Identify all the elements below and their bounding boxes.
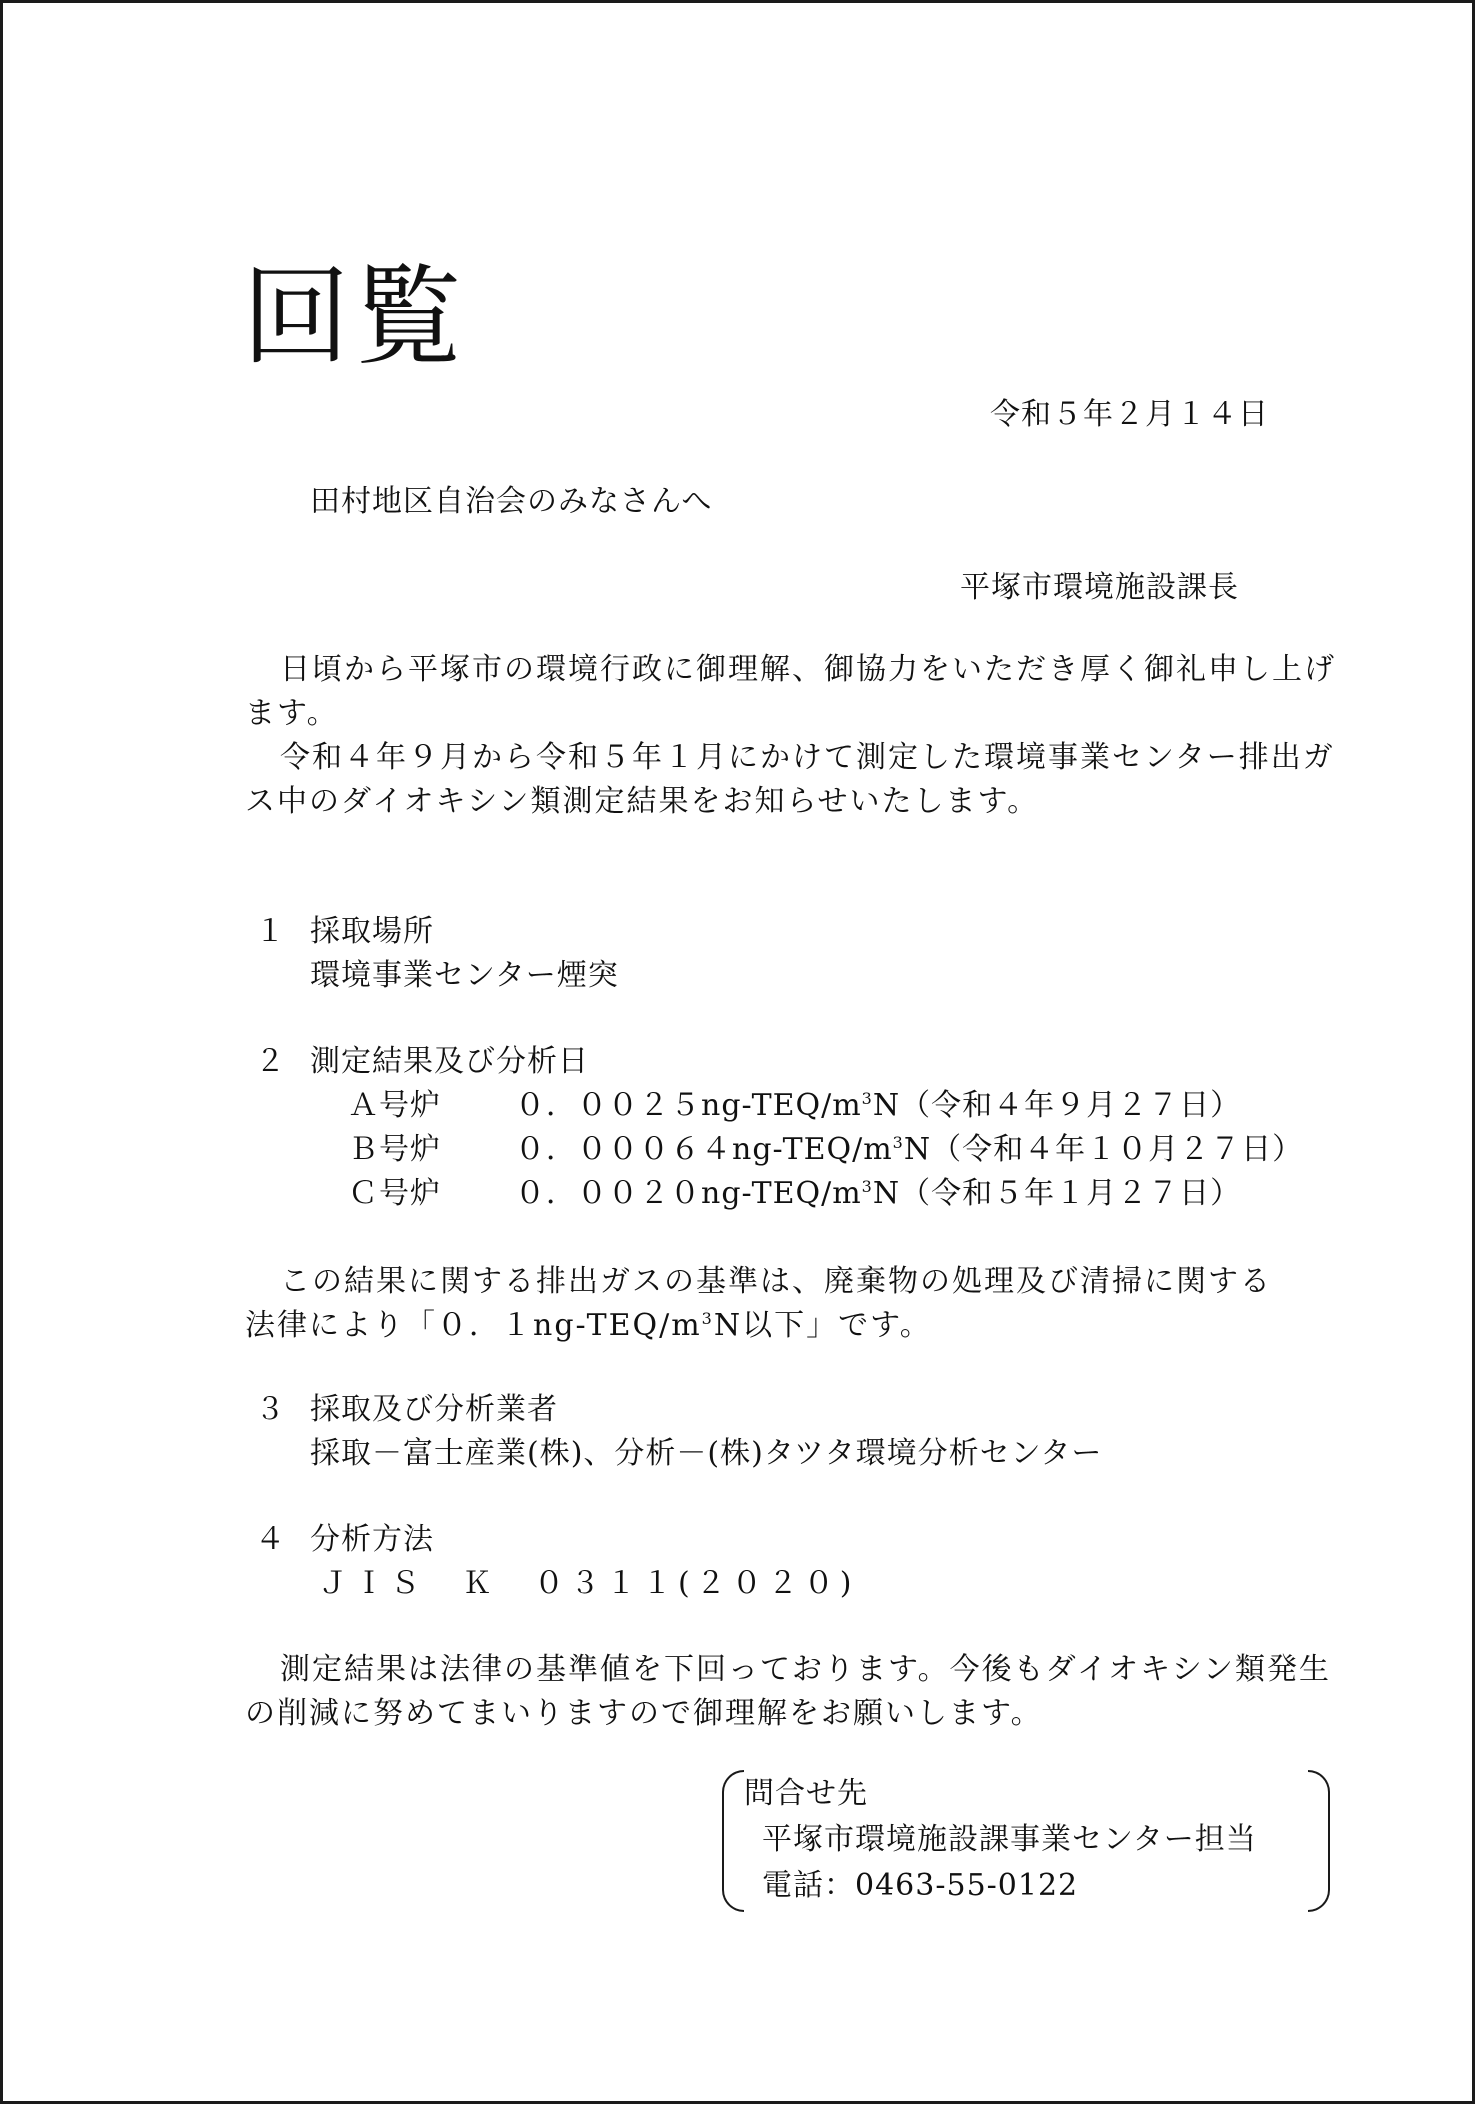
section-1-body: 環境事業センター煙突 — [310, 958, 619, 993]
furnace-a-value: ０．$0025ng-TEQ/m^3N$（令和４年９月２７日） — [515, 1088, 1242, 1123]
closing-paragraph — [245, 1648, 1345, 1736]
standard-line-2: 法律により「０．$1ng-TEQ/m^3N$以下」です。 — [245, 1308, 932, 1343]
section-1-heading: 採取場所 — [310, 914, 434, 949]
contact-box — [722, 1770, 1330, 1912]
furnace-b-value: ０．$00064ng-TEQ/m^3N$（令和４年１０月２７日） — [515, 1132, 1304, 1167]
section-4-body: ＪＩＳ Ｋ ０３１１(２０２０) — [318, 1566, 858, 1601]
section-4-heading: 分析方法 — [310, 1522, 434, 1557]
standard-line-1: この結果に関する排出ガスの基準は、廃棄物の処理及び清掃に関する — [280, 1264, 1272, 1299]
document-title: 回覧 — [242, 255, 467, 380]
intro-paragraph-1: 日頃から平塚市の環境行政に御理解、御協力をいただき厚く御礼申し上げます。 — [245, 652, 1336, 731]
intro-paragraph-2: 令和４年９月から令和５年１月にかけて測定した環境事業センター排出ガス中のダイオキシン類測定結果をお知らせいたします。 — [245, 740, 1335, 819]
document-date: 令和５年２月１４日 — [990, 397, 1269, 432]
furnace-a-name: Ａ号炉 — [348, 1088, 441, 1123]
section-4-number: ４ — [255, 1522, 286, 1557]
furnace-b-name: Ｂ号炉 — [348, 1132, 441, 1167]
contact-phone: 電話：0463-55-0122 — [762, 1868, 1079, 1903]
intro-paragraphs — [245, 648, 1345, 824]
section-2-heading: 測定結果及び分析日 — [310, 1044, 589, 1079]
contact-bracket-right — [1308, 1770, 1330, 1912]
closing-text: 測定結果は法律の基準値を下回っております。今後もダイオキシン類発生の削減に努めてまいりますので御理解をお願いします。 — [245, 1652, 1332, 1731]
section-3-number: ３ — [255, 1392, 286, 1427]
furnace-c-value: ０．$0020ng-TEQ/m^3N$（令和５年１月２７日） — [515, 1176, 1242, 1211]
section-3-body: 採取－富士産業(株)、分析－(株)タツタ環境分析センター — [310, 1436, 1103, 1471]
contact-department: 平塚市環境施設課事業センター担当 — [762, 1822, 1257, 1857]
section-3-heading: 採取及び分析業者 — [310, 1392, 558, 1427]
section-1-number: １ — [255, 914, 286, 949]
addressee: 田村地区自治会のみなさんへ — [310, 484, 713, 519]
standard-paragraph — [245, 1260, 1345, 1348]
furnace-c-name: Ｃ号炉 — [348, 1176, 441, 1211]
section-2-number: ２ — [255, 1044, 286, 1079]
sender: 平塚市環境施設課長 — [960, 570, 1239, 605]
contact-label: 問合せ先 — [744, 1776, 868, 1811]
contact-bracket-left — [722, 1770, 744, 1912]
